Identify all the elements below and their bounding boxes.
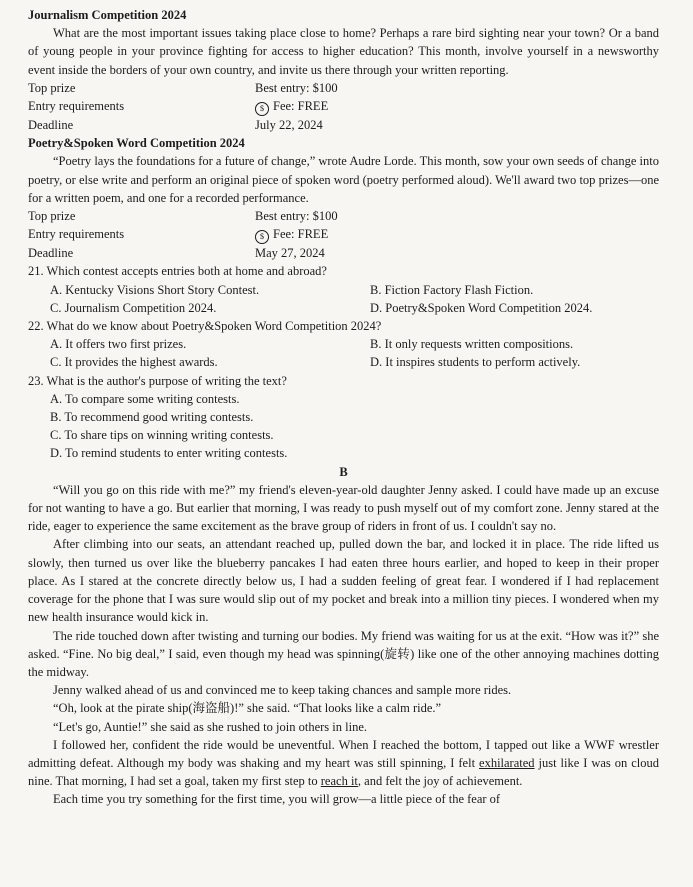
- journalism-row: Deadline July 22, 2024: [28, 118, 323, 133]
- option: A. It offers two first prizes.: [50, 337, 187, 352]
- option: D. It inspires students to perform actively.: [370, 355, 581, 370]
- option: C. To share tips on winning writing contests.: [50, 428, 274, 443]
- passage-paragraph: I followed her, confident the ride would be uneventful. When I reached the bottom, I tapped out like a WWF wrestler admitting defeat. Although my body was shaking and my heart was still spinning, I felt exhilarated just like I was on cloud nine. That morning, I had set a goal, taken my first step to reach it, and felt the joy of achievement.: [28, 737, 659, 789]
- question-23: 23. What is the author's purpose of writing the text? A. To compare some writing contests. B. To recommend good writing contests. C. To share tips on winning writing contests. D. To remind students to enter writing contests.: [28, 372, 659, 463]
- passage-paragraph: “Let's go, Auntie!” she said as she rushed to join others in line.: [53, 719, 367, 734]
- fee-icon: $: [255, 230, 269, 244]
- passage-paragraph: “Will you go on this ride with me?” my friend's eleven-year-old daughter Jenny asked. I could have made up an excuse for not wanting to have a go. But earlier that morning, I was ready to push myself out of my comfort zone. Jenny stared at the ride, eager to experience the same excitement as the brave group of riders in front of us. I couldn't say no.: [28, 482, 659, 534]
- option: B. It only requests written compositions.: [370, 337, 574, 352]
- option: D. Poetry&Spoken Word Competition 2024.: [370, 300, 593, 315]
- option: C. Journalism Competition 2024.: [50, 300, 217, 315]
- passage-paragraph: The ride touched down after twisting and turning our bodies. My friend was waiting for us at the exit. “How was it?” she asked. “Fine. No big deal,” I said, even though my head was spinning(旋转) like one of the other annoying machines dotting the midway.: [28, 628, 659, 679]
- option: A. To compare some writing contests.: [50, 391, 240, 406]
- poetry-row: Entry requirements $ Fee: FREE: [28, 225, 659, 244]
- option: D. To remind students to enter writing contests.: [50, 446, 288, 461]
- journalism-title: Journalism Competition 2024: [28, 8, 187, 22]
- poetry-title: Poetry&Spoken Word Competition 2024: [28, 136, 245, 151]
- underlined-phrase: reach it: [320, 774, 358, 789]
- passage-paragraph: “Oh, look at the pirate ship(海盗船)!” she said. “That looks like a calm ride.”: [53, 701, 442, 716]
- section-heading: B: [339, 464, 348, 479]
- option: B. To recommend good writing contests.: [50, 410, 254, 425]
- question-21: 21. Which contest accepts entries both at home and abroad? A. Kentucky Visions Short Story Contest. B. Fiction Factory Flash Fiction. C. Journalism Competition 2024. D. Poetry&Spoken Word Competition 2024.: [28, 262, 659, 317]
- poetry-row: Top prize Best entry: $100: [28, 209, 338, 224]
- fee-icon: $: [255, 102, 269, 116]
- journalism-row: Entry requirements $ Fee: FREE: [28, 97, 659, 116]
- question-22: 22. What do we know about Poetry&Spoken Word Competition 2024? A. It offers two first prizes. B. It only requests written compositions. C. It provides the highest awards. D. It inspires students to perform actively.: [28, 317, 659, 372]
- poetry-row: Deadline May 27, 2024: [28, 246, 325, 261]
- passage-paragraph: Each time you try something for the first time, you will grow—a little piece of the fear of: [53, 792, 501, 807]
- journalism-row: Top prize Best entry: $100: [28, 80, 338, 95]
- passage-paragraph: Jenny walked ahead of us and convinced me to keep taking chances and sample more rides.: [53, 683, 512, 698]
- option: B. Fiction Factory Flash Fiction.: [370, 282, 534, 297]
- passage-paragraph: After climbing into our seats, an attendant reached up, pulled down the bar, and locked it in place. The ride lifted us slowly, then turned us over like the blueberry pancakes I had eaten three hours earlier, and hoped to keep in their proper place. As I stared at the concrete directly below us, I had a sudden feeling of great fear. I wondered if I had replacement coverage for the phone that I was sure would slip out of my pocket and break into a million tiny pieces. I wondered when my new health insurance would kick in.: [28, 537, 659, 625]
- underlined-word: exhilarated: [479, 755, 535, 770]
- journalism-intro: What are the most important issues taking place close to home? Perhaps a rare bird sighting near your town? Or a band of young people in your province fighting for access to higher education? This month, involve yourself in a newsworthy event inside the borders of your own country, and invite us there through your written reporting.: [28, 26, 659, 77]
- option: C. It provides the highest awards.: [50, 355, 218, 370]
- poetry-intro: “Poetry lays the foundations for a future of change,” wrote Audre Lorde. This month, sow your own seeds of change into poetry, or else write and perform an original piece of spoken word (poetry performed aloud). We'll award two top prizes—one for a written poem, and one for a recorded performance.: [28, 154, 659, 205]
- option: A. Kentucky Visions Short Story Contest.: [50, 282, 260, 297]
